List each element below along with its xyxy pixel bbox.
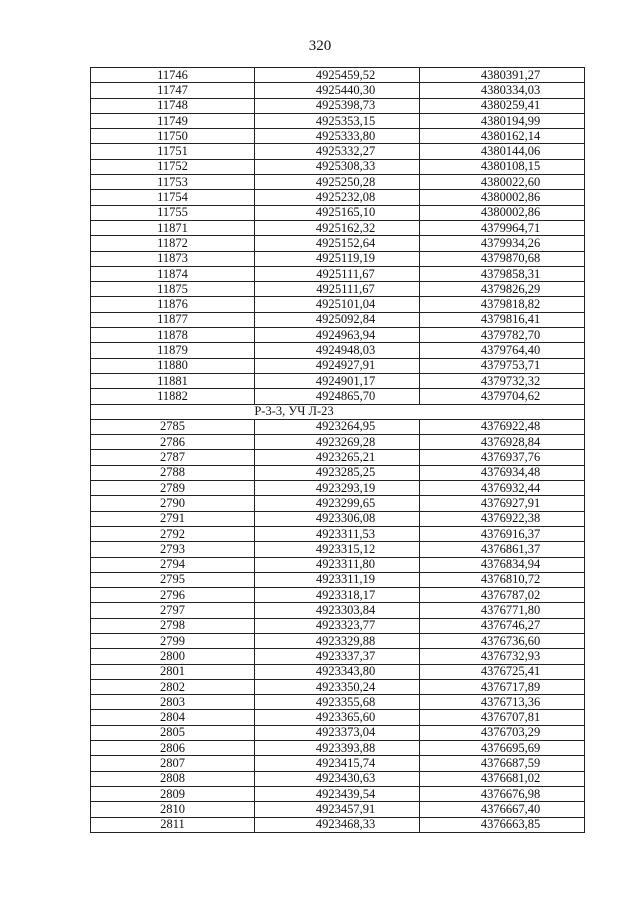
x-coordinate-cell: 4924865,70 [255, 389, 420, 404]
point-id-cell: 2790 [91, 496, 255, 511]
y-coordinate-cell: 4379704,62 [420, 389, 585, 404]
y-coordinate-cell: 4379826,29 [420, 282, 585, 297]
point-id-cell: 2791 [91, 511, 255, 526]
point-id-cell: 11746 [91, 68, 255, 83]
y-coordinate-cell: 4380144,06 [420, 144, 585, 159]
x-coordinate-cell: 4923285,25 [255, 465, 420, 480]
y-coordinate-cell: 4380108,15 [420, 159, 585, 174]
x-coordinate-cell: 4923311,19 [255, 572, 420, 587]
table-row [91, 450, 585, 465]
point-id-cell: 2796 [91, 588, 255, 603]
point-id-cell: 2802 [91, 679, 255, 694]
point-id-cell: 11871 [91, 220, 255, 235]
x-coordinate-cell: 4923311,80 [255, 557, 420, 572]
x-coordinate-cell: 4924901,17 [255, 373, 420, 388]
y-coordinate-cell: 4376725,41 [420, 664, 585, 679]
x-coordinate-cell: 4923293,19 [255, 481, 420, 496]
x-coordinate-cell: 4923350,24 [255, 679, 420, 694]
x-coordinate-cell: 4923343,80 [255, 664, 420, 679]
x-coordinate-cell: 4923299,65 [255, 496, 420, 511]
table-row [91, 465, 585, 480]
table-row [91, 741, 585, 756]
table-row [91, 312, 585, 327]
table-row [91, 603, 585, 618]
point-id-cell: 11873 [91, 251, 255, 266]
x-coordinate-cell: 4925250,28 [255, 175, 420, 190]
point-id-cell: 11878 [91, 328, 255, 343]
y-coordinate-cell: 4379964,71 [420, 220, 585, 235]
x-coordinate-cell: 4925308,33 [255, 159, 420, 174]
y-coordinate-cell: 4376695,69 [420, 741, 585, 756]
y-coordinate-cell: 4379818,82 [420, 297, 585, 312]
y-coordinate-cell: 4376732,93 [420, 649, 585, 664]
y-coordinate-cell: 4380194,99 [420, 113, 585, 128]
y-coordinate-cell: 4376916,37 [420, 526, 585, 541]
x-coordinate-cell: 4923329,88 [255, 633, 420, 648]
y-coordinate-cell: 4376717,89 [420, 679, 585, 694]
x-coordinate-cell: 4923457,91 [255, 802, 420, 817]
x-coordinate-cell: 4925353,15 [255, 113, 420, 128]
point-id-cell: 2801 [91, 664, 255, 679]
table-row [91, 98, 585, 113]
coordinates-table [90, 67, 585, 833]
y-coordinate-cell: 4379732,32 [420, 373, 585, 388]
x-coordinate-cell: 4923365,60 [255, 710, 420, 725]
x-coordinate-cell: 4925232,08 [255, 190, 420, 205]
y-coordinate-cell: 4376922,38 [420, 511, 585, 526]
point-id-cell: 11881 [91, 373, 255, 388]
point-id-cell: 2807 [91, 756, 255, 771]
x-coordinate-cell: 4924963,94 [255, 328, 420, 343]
x-coordinate-cell: 4925111,67 [255, 266, 420, 281]
table-row [91, 664, 585, 679]
point-id-cell: 11872 [91, 236, 255, 251]
y-coordinate-cell: 4379753,71 [420, 358, 585, 373]
y-coordinate-cell: 4376932,44 [420, 481, 585, 496]
table-row [91, 236, 585, 251]
y-coordinate-cell: 4380002,86 [420, 205, 585, 220]
y-coordinate-cell: 4376663,85 [420, 817, 585, 832]
table-row [91, 511, 585, 526]
y-coordinate-cell: 4376922,48 [420, 419, 585, 434]
x-coordinate-cell: 4925459,52 [255, 68, 420, 83]
table-row [91, 725, 585, 740]
table-row [91, 695, 585, 710]
point-id-cell: 2795 [91, 572, 255, 587]
y-coordinate-cell: 4376676,98 [420, 786, 585, 801]
x-coordinate-cell: 4925165,10 [255, 205, 420, 220]
table-row [91, 113, 585, 128]
y-coordinate-cell: 4376667,40 [420, 802, 585, 817]
table-row [91, 419, 585, 434]
y-coordinate-cell: 4380391,27 [420, 68, 585, 83]
table-row [91, 83, 585, 98]
y-coordinate-cell: 4376703,29 [420, 725, 585, 740]
table-row [91, 771, 585, 786]
y-coordinate-cell: 4379934,26 [420, 236, 585, 251]
x-coordinate-cell: 4923303,84 [255, 603, 420, 618]
x-coordinate-cell: 4925333,80 [255, 129, 420, 144]
table-row [91, 389, 585, 404]
point-id-cell: 2793 [91, 542, 255, 557]
y-coordinate-cell: 4380259,41 [420, 98, 585, 113]
table-row [91, 435, 585, 450]
x-coordinate-cell: 4925332,27 [255, 144, 420, 159]
point-id-cell: 2808 [91, 771, 255, 786]
point-id-cell: 2806 [91, 741, 255, 756]
x-coordinate-cell: 4925119,19 [255, 251, 420, 266]
point-id-cell: 11876 [91, 297, 255, 312]
x-coordinate-cell: 4925111,67 [255, 282, 420, 297]
x-coordinate-cell: 4923306,08 [255, 511, 420, 526]
y-coordinate-cell: 4379816,41 [420, 312, 585, 327]
table-row [91, 786, 585, 801]
y-coordinate-cell: 4380002,86 [420, 190, 585, 205]
table-row [91, 649, 585, 664]
table-row [91, 328, 585, 343]
y-coordinate-cell: 4376687,59 [420, 756, 585, 771]
x-coordinate-cell: 4925092,84 [255, 312, 420, 327]
y-coordinate-cell: 4379764,40 [420, 343, 585, 358]
table-row [91, 526, 585, 541]
x-coordinate-cell: 4923264,95 [255, 419, 420, 434]
table-row [91, 802, 585, 817]
table-row [91, 190, 585, 205]
point-id-cell: 11754 [91, 190, 255, 205]
point-id-cell: 11875 [91, 282, 255, 297]
x-coordinate-cell: 4923430,63 [255, 771, 420, 786]
x-coordinate-cell: 4923315,12 [255, 542, 420, 557]
point-id-cell: 11749 [91, 113, 255, 128]
x-coordinate-cell: 4923311,53 [255, 526, 420, 541]
y-coordinate-cell: 4376927,91 [420, 496, 585, 511]
y-coordinate-cell: 4376937,76 [420, 450, 585, 465]
y-coordinate-cell: 4376746,27 [420, 618, 585, 633]
y-coordinate-cell: 4376713,36 [420, 695, 585, 710]
y-coordinate-cell: 4380022,60 [420, 175, 585, 190]
point-id-cell: 2798 [91, 618, 255, 633]
y-coordinate-cell: 4380162,14 [420, 129, 585, 144]
x-coordinate-cell: 4923355,68 [255, 695, 420, 710]
point-id-cell: 11755 [91, 205, 255, 220]
x-coordinate-cell: 4923269,28 [255, 435, 420, 450]
x-coordinate-cell: 4924927,91 [255, 358, 420, 373]
point-id-cell: 2789 [91, 481, 255, 496]
x-coordinate-cell: 4923468,33 [255, 817, 420, 832]
x-coordinate-cell: 4925101,04 [255, 297, 420, 312]
y-coordinate-cell: 4376787,02 [420, 588, 585, 603]
point-id-cell: 2785 [91, 419, 255, 434]
x-coordinate-cell: 4925440,30 [255, 83, 420, 98]
point-id-cell: 11877 [91, 312, 255, 327]
x-coordinate-cell: 4923373,04 [255, 725, 420, 740]
y-coordinate-cell: 4376834,94 [420, 557, 585, 572]
table-row [91, 129, 585, 144]
point-id-cell: 11752 [91, 159, 255, 174]
table-row [91, 220, 585, 235]
point-id-cell: 11747 [91, 83, 255, 98]
point-id-cell: 11874 [91, 266, 255, 281]
point-id-cell: 11748 [91, 98, 255, 113]
table-row [91, 373, 585, 388]
table-row [91, 588, 585, 603]
point-id-cell: 2810 [91, 802, 255, 817]
point-id-cell: 11879 [91, 343, 255, 358]
table-row [91, 205, 585, 220]
table-row [91, 481, 585, 496]
table-row [91, 817, 585, 832]
y-coordinate-cell: 4376681,02 [420, 771, 585, 786]
point-id-cell: 2797 [91, 603, 255, 618]
x-coordinate-cell: 4925152,64 [255, 236, 420, 251]
point-id-cell: 2805 [91, 725, 255, 740]
y-coordinate-cell: 4376736,60 [420, 633, 585, 648]
y-coordinate-cell: 4379782,70 [420, 328, 585, 343]
table-row [91, 343, 585, 358]
y-coordinate-cell: 4376771,80 [420, 603, 585, 618]
point-id-cell: 2792 [91, 526, 255, 541]
y-coordinate-cell: 4380334,03 [420, 83, 585, 98]
table-row [91, 557, 585, 572]
point-id-cell: 2799 [91, 633, 255, 648]
x-coordinate-cell: 4923323,77 [255, 618, 420, 633]
x-coordinate-cell: 4923393,88 [255, 741, 420, 756]
table-row [91, 251, 585, 266]
table-row [91, 679, 585, 694]
y-coordinate-cell: 4379858,31 [420, 266, 585, 281]
point-id-cell: 2794 [91, 557, 255, 572]
x-coordinate-cell: 4925398,73 [255, 98, 420, 113]
y-coordinate-cell: 4376810,72 [420, 572, 585, 587]
table-row [91, 358, 585, 373]
point-id-cell: 2800 [91, 649, 255, 664]
coordinates-table-body [91, 68, 585, 833]
point-id-cell: 2786 [91, 435, 255, 450]
table-row [91, 618, 585, 633]
x-coordinate-cell: 4924948,03 [255, 343, 420, 358]
table-row [91, 496, 585, 511]
point-id-cell: 11880 [91, 358, 255, 373]
point-id-cell: 2803 [91, 695, 255, 710]
section-header: Р-3-3, УЧ Л-23 [91, 404, 585, 419]
x-coordinate-cell: 4923415,74 [255, 756, 420, 771]
point-id-cell: 11882 [91, 389, 255, 404]
x-coordinate-cell: 4923439,54 [255, 786, 420, 801]
point-id-cell: 2811 [91, 817, 255, 832]
y-coordinate-cell: 4379870,68 [420, 251, 585, 266]
point-id-cell: 2788 [91, 465, 255, 480]
table-row [91, 710, 585, 725]
table-row [91, 542, 585, 557]
y-coordinate-cell: 4376934,48 [420, 465, 585, 480]
table-row [91, 266, 585, 281]
y-coordinate-cell: 4376707,81 [420, 710, 585, 725]
table-row [91, 159, 585, 174]
y-coordinate-cell: 4376861,37 [420, 542, 585, 557]
section-header-row [91, 404, 585, 419]
point-id-cell: 2809 [91, 786, 255, 801]
page-number: 320 [308, 38, 332, 54]
table-row [91, 68, 585, 83]
x-coordinate-cell: 4925162,32 [255, 220, 420, 235]
x-coordinate-cell: 4923318,17 [255, 588, 420, 603]
point-id-cell: 11753 [91, 175, 255, 190]
point-id-cell: 11751 [91, 144, 255, 159]
y-coordinate-cell: 4376928,84 [420, 435, 585, 450]
table-row [91, 282, 585, 297]
table-row [91, 144, 585, 159]
x-coordinate-cell: 4923337,37 [255, 649, 420, 664]
table-row [91, 572, 585, 587]
table-row [91, 756, 585, 771]
table-row [91, 297, 585, 312]
point-id-cell: 11750 [91, 129, 255, 144]
table-row [91, 175, 585, 190]
point-id-cell: 2804 [91, 710, 255, 725]
point-id-cell: 2787 [91, 450, 255, 465]
table-row [91, 633, 585, 648]
x-coordinate-cell: 4923265,21 [255, 450, 420, 465]
